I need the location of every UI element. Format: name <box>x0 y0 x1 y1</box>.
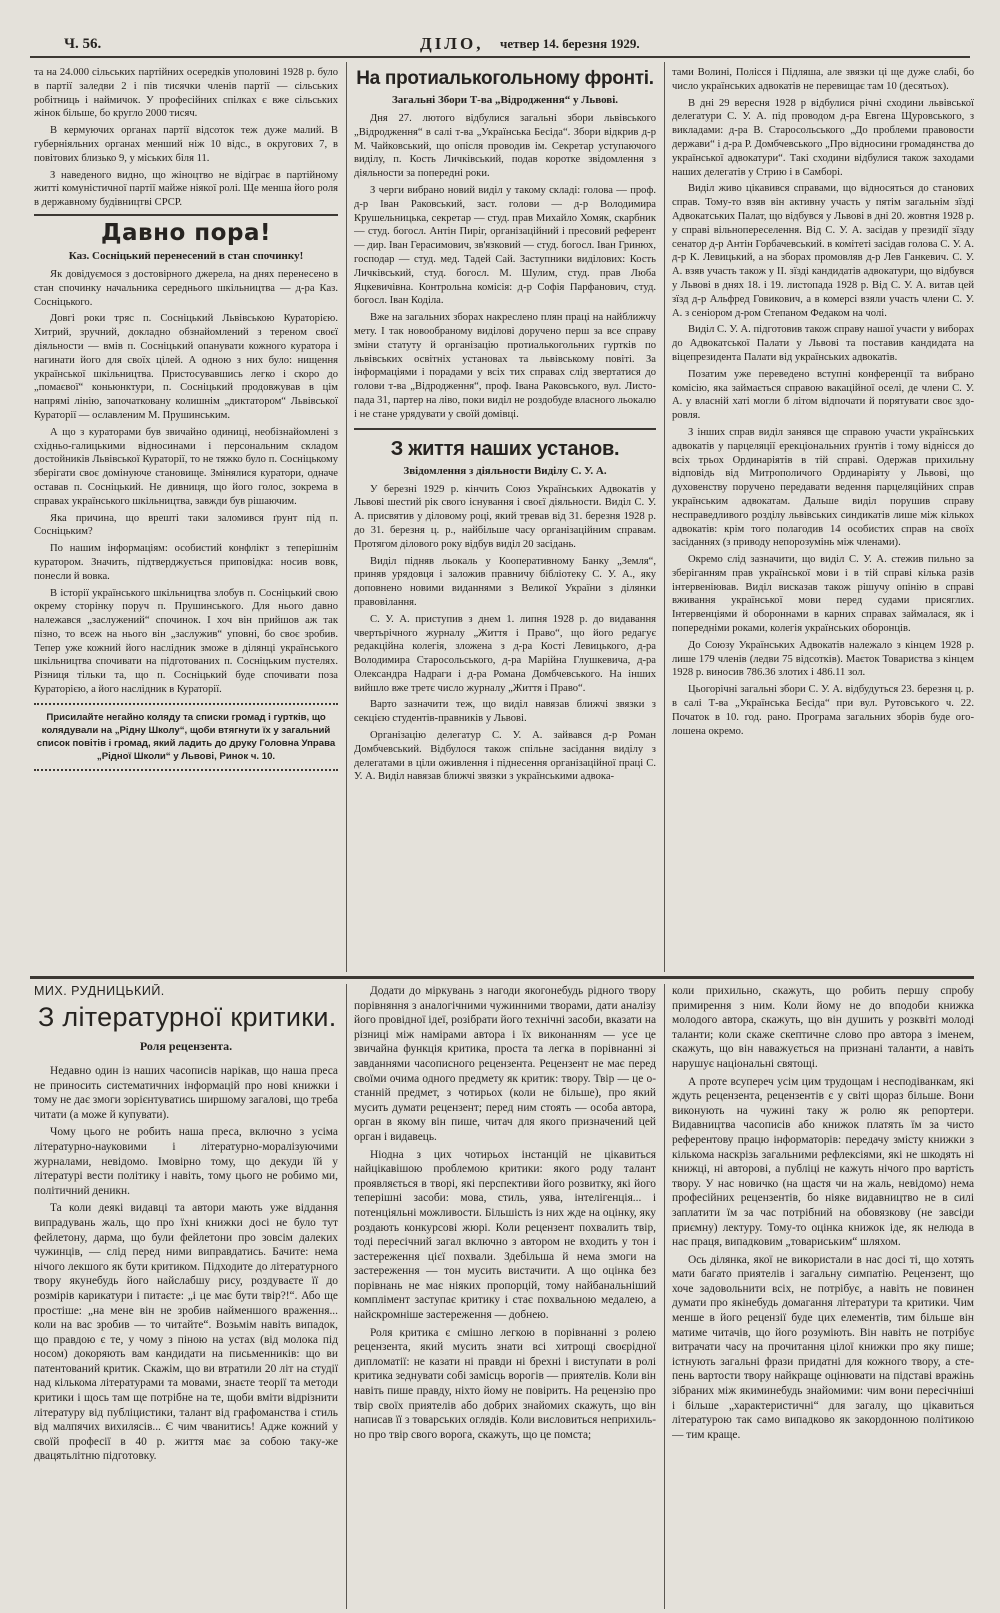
newspaper-title: ДІЛО, <box>420 34 484 53</box>
article-paragraph: У березні 1929 р. кінчить Союз Українських Адвокатів у Львові шестий рік свого існування і своєї діяльности. Виділ С. У. А. присвятив у діловому році, який тревав від 31. березня 1928 р. до 31. березня ц. р., найбільше часу організаційним справам. Протягом ділового року відбув виділ 20 засідань. <box>354 483 656 550</box>
article-paragraph: Варто зазначити теж, що виділ навязав ближчі звязки з секцією студентів-правників у Львові. <box>354 699 656 725</box>
dotted-divider <box>34 769 338 771</box>
headline-literary-criticism: З літературної критики. <box>38 1002 337 1032</box>
subheadline: Каз. Сосніцький перенесений в стан спочинку! <box>68 249 304 262</box>
article-paragraph: В кермуючих органах партії відсоток теж дуже малий. В губерніяльних органах менший ніж 10 відс., в округових 7, в повітових близько 9, у міських біля 11. <box>34 125 338 164</box>
article-paragraph: Окремо слід зазначити, що виділ С. У. А. стежив пильно за зберіганням прав української мови і в тій справі кілька разів інтервеніював. Виділ висказав також рішучу опінію в справі вживання української мови перед судами присяглих. Інтервенціями й обороннами в карних справах займалася, як і попередніми роками, колегія українських оборонців. <box>672 554 974 635</box>
subheadline: Роля рецензента. <box>139 1039 233 1053</box>
article-paragraph: Додати до міркувань з нагоди якогонебудь рідного твору порівняння з аналогічними чужинними творами, дати аналізу його провідної ідеї, розібрати його технічні засоби, вказати на різниці між намірами автора і їх виконанням — усе це звичайна функція критика, проста та легка в порівнанні зі завданнями часописного рецензента. Рецензент не має перед своїми очима одного предмету як критик: твору. Твір — це останній предмет, з чотирьох (коли не більше), про який мусить думати рецензент; перед ним стоять — особа автора, орган в якому він пише, читач для якого призначений цей орган і видавець. <box>354 985 656 1143</box>
ridna-shkola-notice: Присилайте негайно коляду та списки громад і гуртків, що колядували на „Рідну Школу“, щоби втягнути їх у загальний список повітів і громад, який ладить до друку Головна Управа „Рідної Школи“ у Львові, Ринок ч. 10. <box>36 711 336 762</box>
article-paragraph: Яка причина, що врешті таки заломився ґрунт під п. Сосніцьким? <box>34 512 338 538</box>
article-paragraph: С. У. А. приступив з днем 1. липня 1928 р. до видавання чвертьрічного журналу „Життя і Право“, що його редагує редакційна колегія, зложена з д-ра Кості Левицького, д-ра Володимира Старосольського, д-ра Марійна Глушкевича, д-ра Олександра Надраги і д-ра Романа Домбчевського. На інших вийшло вже третє число журналу „Життя і Право“. <box>354 613 656 694</box>
article-paragraph: Виділ живо цікавився справами, що відносяться до станових справ. Тому-то взяв він активну участь у пятім загальнім зїзді Адвокатських Палат, що відбувся у Львові в дні 20. жовтня 1928 р. у справі вільнопереселення. Від С. У. А. засідав у президії зїзду сенатор д-р Антін Горбачевський. в комітеті засідав голова С. У. А. д-р К. Левицький, а на зборах промовляв д-р Лев Ганкевич. С. У. А. взяв участь також у ІІ. зїзді кандидатів адвокатури, що відбувся у Львові в днях 18. і 19. листопада 1928 р. Від С. У. А. витав цей зїзд д-р Альфред Говикович, а в комерсі взяли участь члени С. У. А. з сеніором д-ром Степаном Федаком на чолі. <box>672 183 974 319</box>
article-paragraph: В історії українського шкільництва злобув п. Сосніцький свою окрему сторінку поруч п. Прушинського. Для нього давно належався „заслужений“ спочинок. І хоч він прийшов аж так пізно, то всеж на нього він „заслужив“ уповні, бо своє зробив. Тепер уже кожний його наслідник зможе в ділянці українського шкільництва спочивати на підготованих п. Сосніцьким пустелях. Різниця тільки та, що п. Сосніцький буде спочивати поза Кураторією, а його наслідник в Кураторії. <box>34 587 338 696</box>
article-paragraph: З наведеного видно, що жіноцтво не відіграє в партійному житті комуністичної партії майже ніякої ролі. Ще менша його роля в державному будівництві СРСР. <box>34 169 338 209</box>
headline-institutions: З життя наших установ. <box>390 437 620 460</box>
article-paragraph: коли прихильно, скажуть, що робить першу спробу примирення з ним. Коли йому не до вподоби книжка молодого автора, скажуть, що він душить у розквіті молоді таланти; коли скаже скептичне слово про автора з іменем, скажуть, що він наважується на признані таланти, а навіть нарушує національні святощі. <box>672 985 974 1070</box>
article-paragraph: А проте всупереч усім цим трудощам і несподіванкам, які ждуть рецензента, рецензентів є у світі щораз більше. Вони виконують на чужині таку ж ролю як репортери. Видавництва часописів або книжок платять їм за чисто референтову працю інформаторів: передачу змісту книжки з кількома наскрізь загальними рефлексіями, які не шкодять ні книжці, ні авторові, а публіці не кажуть нічого про вартість твору. У нас новичко (на щастя чи на жаль, невідомо) нема професійних рецензентів, бо ніяке видавництво не в силі заплатити їм за час потрібний на обовязкову (не завсіди приємну) лектуру. Тому-то оцінка книжок іде, як нелюда в нас праця, випадковим „товариським“ шляхом. <box>672 1075 974 1249</box>
article-paragraph: Цьогорічні загальні збори С. У. А. відбудуться 23. березня ц. р. в салі Т-ва „Українська Бесіда“ при вул. Рутовського ч. 22. Початок в 10. год. рано. Програма загальних зборів буде оголошена окремо. <box>672 684 974 737</box>
article-paragraph: Недавно один із наших часописів нарікав, що наша преса не приносить систематичних інформацій про нові книжки і тому не дає змоги зорієнтуватись ширшому загалові, що треба читати (а може й купувати). <box>34 1065 338 1121</box>
article-paragraph: До Союзу Українських Адвокатів належало з кінцем 1928 р. лише 179 членів (ледви 75 відсотків). Маєток Товариства з кінцем 1928 р. виносив 786.36 злотих і 486.11 зол. <box>672 639 974 679</box>
lit-column-3 <box>672 984 974 1612</box>
article-paragraph: Виділ С. У. А. підготовив також справу нашої участи у виборах до Адвокатської Палати у Львові та поставив кандидата на віцепрезидента Палати від українських адвокатів. <box>672 324 974 363</box>
column-divider <box>346 984 347 1609</box>
article-paragraph: Виділ підняв льокаль у Кооперативному Банку „Земля“, приняв урядовця і заложив правничу бібліотеку С. У. А., яку доповнено новими виданнями з Великої України з ділянки правовілання. <box>354 555 656 608</box>
article-paragraph: В дні 29 вересня 1928 р відбулися річні сходини львівської делегатури С. У. А. під проводом д-ра Евгена Щуровського, з викладами: д-ра В. Старосольського „До проблеми правовости держави“ і д-ра Р. Домбчевського „Про відносини громадянства до української адвокатури“. Такі сходини відбулися також заходами наших делегатів у Стрию і в Самборі. <box>672 97 974 178</box>
article-paragraph: тами Волині, Полісся і Підляша, але звязки ці ще дуже слабі, бо число українських адвокатів не перевищає там 10 (десятьох). <box>672 67 974 92</box>
article-paragraph: З інших справ виділ занявся ще справою участи українських адвокатів у парцеляції ерекціональних ґрунтів і тому віднісся до всіх трьох Ординаріятів в тій справі. Одержав прихильну відповідь від Митрополичого Ординаріяту у Львові, що духовенству поручено передавати ведення парцеляційних справ українським адвокатам. Дальше виділ порушив справу несправедливого розділу львівських синдикатів лише між кількох адвокатів: крім того полагодив 14 особистих справ на своїх засіданнях (з приводу непорозумінь між членами). <box>672 426 974 549</box>
section-rule <box>354 428 656 430</box>
article-paragraph: Довгі роки тряс п. Сосніцький Львівською Кураторією. Хитрий, зручний, докладно обзнайомлений з тереном своєї діяльности — вмів п. Сосніцький опанувати кожного куратора і нагинати його для своїх цілей. А одною з них було: нищення української шкільництва. Пристосувавшись легко і скоро до „помаєвої“ коньюнктури, п. Сосніцький продовжував в цім напрямі лінію, започатковану колишнім „диктатором“ Львівської Кураторії — ославленим М. Прушинським. <box>34 313 338 421</box>
column-divider <box>664 62 665 972</box>
subheadline: Звідомлення з діяльности Виділу С. У. А. <box>403 464 607 477</box>
column-3 <box>672 66 974 971</box>
author-name: МИХ. РУДНИЦЬКИЙ. <box>34 984 165 998</box>
issue-date: четвер 14. березня 1929. <box>500 36 640 51</box>
article-paragraph: По нашим інформаціям: особистий конфлікт з теперішнім куратором. Значить, підтверджується приповідка: носив вовк, понесли й вовка. <box>34 543 338 582</box>
article-paragraph: Як довідуємося з достовірного джерела, на днях перенесено в стан спочинку начальника середнього шкільництва — д-ра Каз. Сосніцького. <box>34 268 338 308</box>
column-2 <box>354 66 656 971</box>
page-header <box>30 34 970 58</box>
lit-column-1 <box>34 984 338 1612</box>
column-divider <box>664 984 665 1609</box>
article-paragraph: З черги вибрано новий виділ у такому складі: голова — проф. д-р Іван Раковський, заст. голови — д-р Володимира Крушельницька, секретар — студ. прав Михайло Хомяк, скарбник — студ. богосл. Антін Пиріг, організаційний і пресовий референт — дир. Іван Герасимович, зв'язковий — студ. богосл. Іван Гринюх, господар — студ. мед. Тадей Сай. Заступники виділових: Кость Личківський, студ. богосл. М. Шулим, студ. прав Люба Яцкевичівна. Контрольна комісія: д-р Софія Парфанович, студ. богосл. Іван Коділа. <box>354 184 656 307</box>
article-paragraph: А що з кураторами був звичайно одиниці, необізнайомлені з східньо-галицькими відносинами і персональним складом достойників Львівської Кураторії, то не тяжко було п. Сосніцькому зберігати своє домінуюче становище. Змінялися куратори, одначе оставав п. Сосніцький. Не дивниця, що його голос, зокрема в справах українського шкільництва, завжди був рішаючим. <box>34 426 338 507</box>
article-paragraph: Позатим уже переведено вступні конференції та вибрано комісію, яка займається справою вакаційної оселі, де члени С. У. А. у власній хаті могли б літом відпочати й порятувати своє здоровля. <box>672 368 974 422</box>
article-paragraph: Та коли деякі видавці та автори мають уже віддання випрадувань жаль, що про їхні книжки досі не було тут фейлетону, дарма, що були фейлетони про зовсім далеких чужинців, — слід перед ними виправдатись. Бачите: нема нічого лекшого як бути критиком. Підходите до літературного твору якунебудь його найслабшу рису, роздуваєте її до розмірів карикатури і питаєте: „і це має бути твір?!“. Або ще простіше: „на мене він не зробив найменшого враження... коли на вас зробив — то читайте“. Возьмім навіть випадок, що правдою є те, у чому з піною на устах (від молока під носом) докоряють вам кандидати на письменників: що ви патентований критик. Скажім, що ви втратили 20 літ на студії над кількома літературами та мовами, знаєте теорії та методи критики і щось там ще потрібне на те, щоби вміти відрізнити літературу від публіцистики, талант від графоманства і стиль від малпячих вихилясів... Є чим чванитись! Адже кожний у своїй професії в 40 р. життя має за собою таку-же двацятьлітню підготовку. <box>34 1202 338 1463</box>
article-paragraph: Організацію делегатур С. У. А. зайвався д-р Роман Домбчевський. Відбулося також спільне засідання виділу з делегатами в ціли оживлення і піднесення організаційної праці С. У. А. Виділ навязав ближчі звязки з українськими адвока- <box>354 730 656 783</box>
page-number: Ч. 56. <box>64 36 102 52</box>
subheadline: Загальні Збори Т-ва „Відродження“ у Львові. <box>391 94 619 106</box>
lit-column-2 <box>354 984 656 1612</box>
feuilleton-divider <box>30 976 974 979</box>
article-paragraph: Дня 27. лютого відбулися загальні збори львівського „Відродження“ в салі т-ва „Українська Бесіда“. Збори відкрив д-р М. Чайковський, що опісля проводив ім. Секретар уступаючого виділу, п. Кость Личківський, подав коротке звідомлення з діяльности за попередні роки. <box>354 113 656 180</box>
column-1 <box>34 66 338 971</box>
article-paragraph: Роля критика є смішно легкою в порівнанні з ролею рецензента, який мусить знати всі хитрощі своєрідної дипломатії: не казати ні правди ні брехні і виступати в ролі критика зеднувати собі замісць ворогів — приятелів. Коли він навіть пише правду, ніхто йому не повірить. На рецензію про твір своїх приятелів або добрих знайомих скажуть, що він написав її з товарських оглядів. Коли висловиться неприхильно про твір свого ворога, скажуть, що це помста; <box>354 1326 656 1441</box>
section-rule <box>34 214 338 216</box>
headline-anti-alcohol: На протиалькогольному фронті. <box>356 68 654 89</box>
article-paragraph: Вже на загальних зборах накреслено плян праці на найближчу мету. І так новообраному виділові доручено перш за все справу зміни статуту й організацію протиалькогольних гуртків по львівських освітніх установах та львівському повіті. За інформаціями і порадами у всіх тих справах слід звертатися до голови т-ва „Відродження“, проф. Івана Раковського, вул. Листопада 31, партер на ліво, поки виділ не роздобуде власного льокалю і не стане урядувати у своїй домівці. <box>354 312 656 420</box>
article-paragraph: Ось ділянка, якої не використали в нас досі ті, що хотять мати багато приятелів і загальну симпатію. Рецензент, що хоче задовольнити всіх, не потрібує, а навіть не повинен думати про якінебудь домагання літератури та критики. Чим менше в його рецензії буде цих елементів, тим більше він матиме читачів, що його розуміють. Він навіть не потрібує витрачати часу на прочитання цілої книжки про яку пише; істнують загальні фрази придатні для кожного твору, а степень вартости твору найкраще оцінювати на підставі вражінь зібраних між якиминебудь знайомими: чим вони пересічніші і більше „характеристичні“ для загалу, що цікавиться літературою так само випадково як закордонною політикою — тим краще. <box>672 1253 974 1441</box>
article-paragraph: Ніодна з цих чотирьох інстанцій не цікавиться найцікавішою проблемою критики: якого роду талант проявляється в творі, які перспективи його розвитку, які його теперішні засоби: мова, стиль, уява, інтелігенція... і потенціяльні можливости. Більшість із них жде на оцінку, яку роздають конкурсові жюрі. Коли рецензент похвалить твір, тоді пересічний загал включно з автором не входить у тон і застереження цієї похвали. Здебільша й нема змоги на застереження — тон мусить вистачити. А що оцінка без порівнань не має ніяких пропорцій, тому найбанальніший комплімент заступає критику і стає похвальною медалею, а найскромніше застереження — добнею. <box>354 1148 656 1322</box>
dotted-divider <box>34 703 338 705</box>
column-divider <box>346 62 347 972</box>
headline-davno-pora: Давно пора! <box>101 219 271 246</box>
article-paragraph: Чому цього не робить наша преса, включно з усіма літературно-науковими і літературно-моралізуючими журналами, невідомо. Імовірно тому, що декуди їй у літературі вести політику і навіть, тому цього не робимо ми, політичний деникн. <box>34 1126 338 1197</box>
article-paragraph: та на 24.000 сільських партійних осередків уполовині 1928 р. було в партії заледви 2 і пів тисячки членів партії — сільських робітниць і наймичок. У професійних спілках є вже сільських жінок більше, бо кругло 2000 тисяч. <box>34 67 338 120</box>
